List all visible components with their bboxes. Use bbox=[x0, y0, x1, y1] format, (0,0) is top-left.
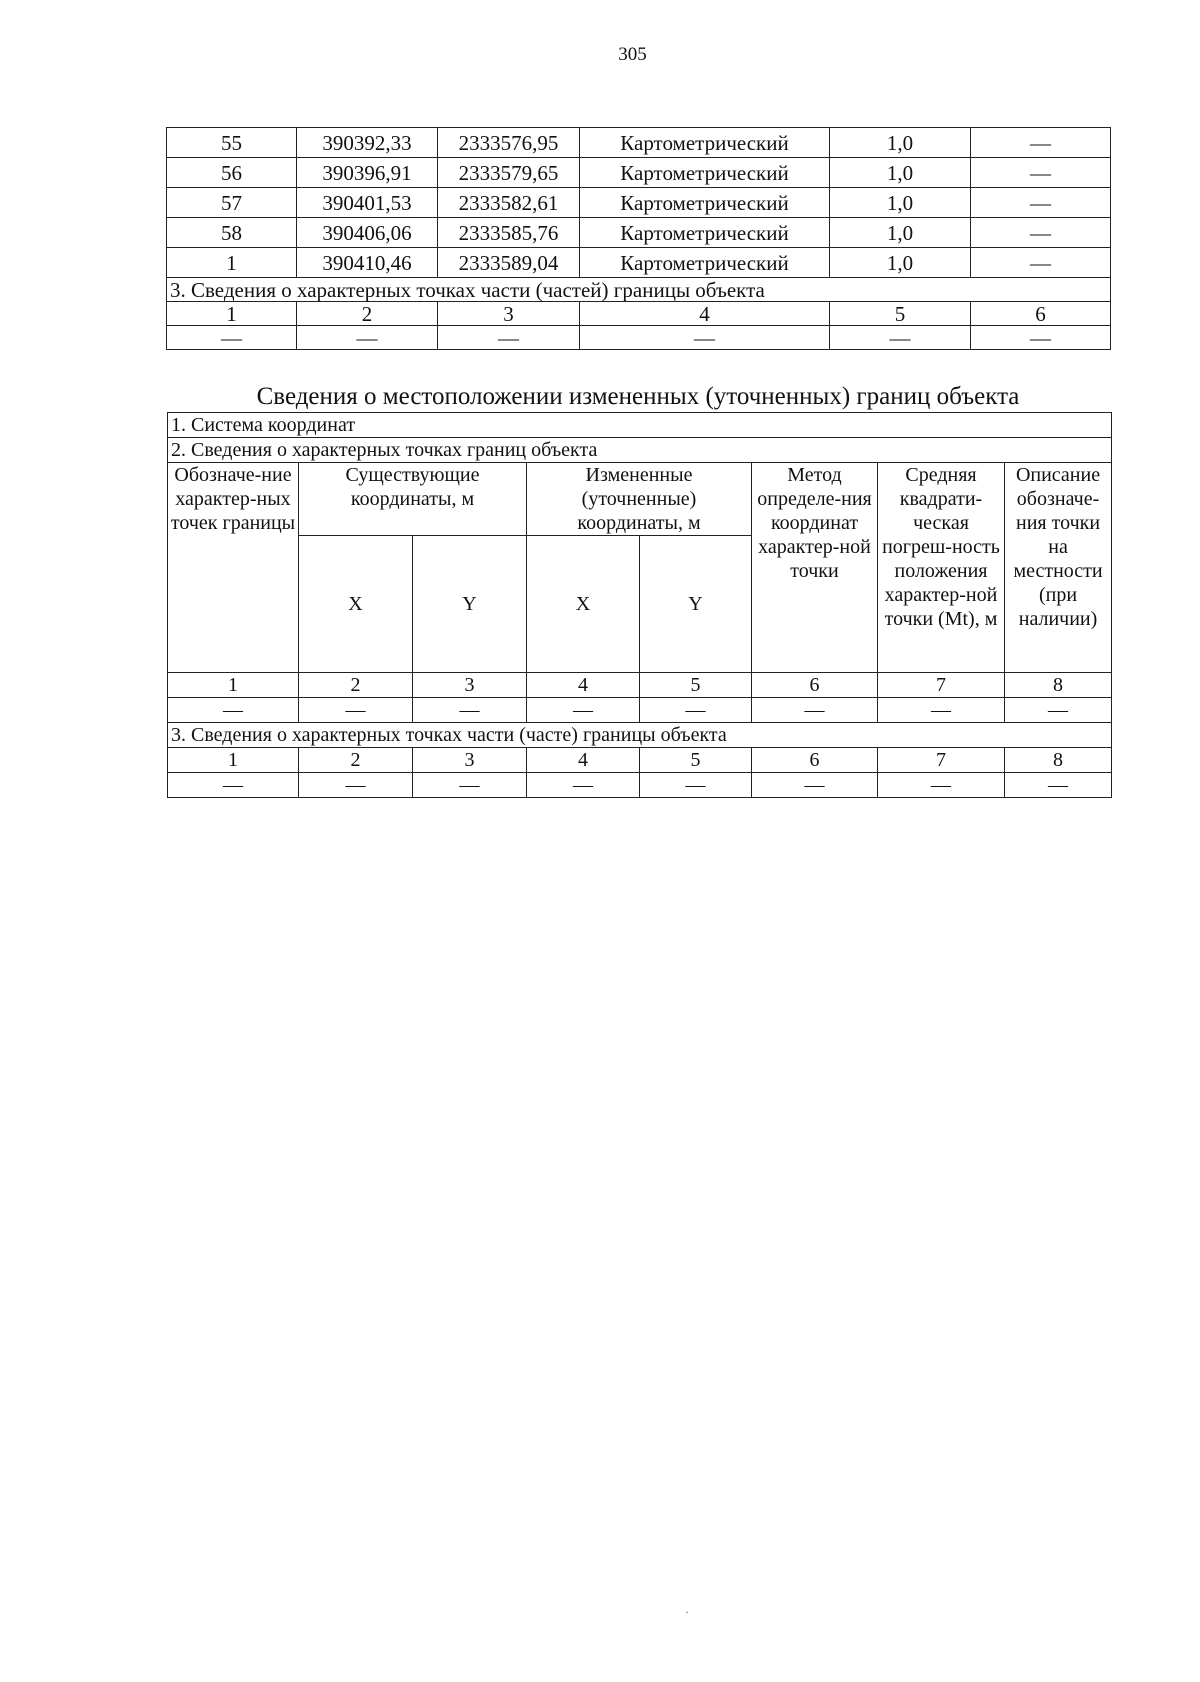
col-number: 5 bbox=[640, 748, 752, 773]
header-y-changed: Y bbox=[640, 536, 752, 673]
dash-row bbox=[167, 326, 1111, 350]
col-number: 2 bbox=[299, 673, 413, 698]
coord-x: 390410,46 bbox=[297, 248, 438, 278]
description: — bbox=[971, 188, 1111, 218]
dash-cell: — bbox=[878, 698, 1005, 723]
point-number: 55 bbox=[167, 128, 297, 158]
col-number: 2 bbox=[299, 748, 413, 773]
dash-cell: — bbox=[971, 326, 1111, 350]
dash-row bbox=[168, 698, 1112, 723]
point-number: 57 bbox=[167, 188, 297, 218]
coord-x: 390401,53 bbox=[297, 188, 438, 218]
accuracy: 1,0 bbox=[830, 218, 971, 248]
coord-x: 390406,06 bbox=[297, 218, 438, 248]
coord-y: 2333582,61 bbox=[438, 188, 580, 218]
dash-cell: — bbox=[297, 326, 438, 350]
col-number: 3 bbox=[413, 748, 527, 773]
col-number: 4 bbox=[527, 748, 640, 773]
part-section-row bbox=[168, 723, 1112, 748]
table-row bbox=[167, 188, 1111, 218]
col-number: 1 bbox=[167, 302, 297, 326]
dash-row-2 bbox=[168, 773, 1112, 798]
accuracy: 1,0 bbox=[830, 188, 971, 218]
col-number: 4 bbox=[580, 302, 830, 326]
header-existing-coords: Существующие координаты, м bbox=[299, 463, 527, 536]
accuracy: 1,0 bbox=[830, 128, 971, 158]
header-method: Метод определе-ния координат характер-ной точки bbox=[752, 463, 878, 673]
dash-cell: — bbox=[299, 698, 413, 723]
changed-boundaries-table bbox=[167, 412, 1112, 798]
col-number: 7 bbox=[878, 748, 1005, 773]
dash-cell: — bbox=[580, 326, 830, 350]
points-section-label: 2. Сведения о характерных точках границ объекта bbox=[168, 438, 1112, 463]
method: Картометрический bbox=[580, 158, 830, 188]
dash-cell: — bbox=[438, 326, 580, 350]
header-row bbox=[168, 463, 1112, 536]
col-number: 5 bbox=[830, 302, 971, 326]
dash-cell: — bbox=[527, 698, 640, 723]
accuracy: 1,0 bbox=[830, 158, 971, 188]
dash-cell: — bbox=[878, 773, 1005, 798]
col-number: 4 bbox=[527, 673, 640, 698]
points-section-row bbox=[168, 438, 1112, 463]
col-number: 7 bbox=[878, 673, 1005, 698]
coord-x: 390396,91 bbox=[297, 158, 438, 188]
col-number: 2 bbox=[297, 302, 438, 326]
col-number: 1 bbox=[168, 748, 299, 773]
header-x-changed: X bbox=[527, 536, 640, 673]
column-numbers-row bbox=[167, 302, 1111, 326]
col-number: 5 bbox=[640, 673, 752, 698]
page-number: 305 bbox=[618, 44, 647, 65]
dash-cell: — bbox=[752, 773, 878, 798]
method: Картометрический bbox=[580, 128, 830, 158]
table-row bbox=[167, 218, 1111, 248]
col-number: 3 bbox=[413, 673, 527, 698]
header-x-existing: X bbox=[299, 536, 413, 673]
dash-cell: — bbox=[640, 698, 752, 723]
col-number: 6 bbox=[752, 673, 878, 698]
header-designation: Обозначе-ние характер-ных точек границы bbox=[168, 463, 299, 673]
point-number: 1 bbox=[167, 248, 297, 278]
dash-cell: — bbox=[752, 698, 878, 723]
col-number: 1 bbox=[168, 673, 299, 698]
section-3-title: 3. Сведения о характерных точках части (частей) границы объекта bbox=[167, 278, 1111, 302]
coordinates-table-continued bbox=[166, 127, 1111, 350]
coord-y: 2333585,76 bbox=[438, 218, 580, 248]
coordinate-system-row bbox=[168, 413, 1112, 438]
header-accuracy: Средняя квадрати-ческая погреш-ность положения характер-ной точки (Mt), м bbox=[878, 463, 1005, 673]
dash-cell: — bbox=[413, 698, 527, 723]
dash-cell: — bbox=[830, 326, 971, 350]
col-number: 8 bbox=[1005, 673, 1112, 698]
column-numbers-row-2 bbox=[168, 748, 1112, 773]
description: — bbox=[971, 218, 1111, 248]
coord-y: 2333579,65 bbox=[438, 158, 580, 188]
col-number: 3 bbox=[438, 302, 580, 326]
col-number: 6 bbox=[752, 748, 878, 773]
header-description: Описание обозначе-ния точки на местности (при наличии) bbox=[1005, 463, 1112, 673]
accuracy: 1,0 bbox=[830, 248, 971, 278]
dash-cell: — bbox=[527, 773, 640, 798]
dash-cell: — bbox=[299, 773, 413, 798]
coordinate-system-label: 1. Система координат bbox=[168, 413, 1112, 438]
description: — bbox=[971, 158, 1111, 188]
column-numbers-row bbox=[168, 673, 1112, 698]
point-number: 56 bbox=[167, 158, 297, 188]
section-row bbox=[167, 278, 1111, 302]
section-title: Сведения о местоположении измененных (уточненных) границ объекта bbox=[256, 383, 1020, 410]
dash-cell: — bbox=[640, 773, 752, 798]
method: Картометрический bbox=[580, 188, 830, 218]
coord-y: 2333589,04 bbox=[438, 248, 580, 278]
dash-cell: — bbox=[167, 326, 297, 350]
table-row bbox=[167, 248, 1111, 278]
point-number: 58 bbox=[167, 218, 297, 248]
col-number: 8 bbox=[1005, 748, 1112, 773]
description: — bbox=[971, 128, 1111, 158]
dash-cell: — bbox=[168, 773, 299, 798]
dash-cell: — bbox=[1005, 773, 1112, 798]
dash-cell: — bbox=[1005, 698, 1112, 723]
table-row bbox=[167, 128, 1111, 158]
scan-speck: · bbox=[685, 1605, 689, 1619]
coord-x: 390392,33 bbox=[297, 128, 438, 158]
method: Картометрический bbox=[580, 218, 830, 248]
dash-cell: — bbox=[413, 773, 527, 798]
header-changed-coords: Измененные (уточненные) координаты, м bbox=[527, 463, 752, 536]
description: — bbox=[971, 248, 1111, 278]
table-row bbox=[167, 158, 1111, 188]
col-number: 6 bbox=[971, 302, 1111, 326]
header-y-existing: Y bbox=[413, 536, 527, 673]
part-section-label: 3. Сведения о характерных точках части (часте) границы объекта bbox=[168, 723, 1112, 748]
coord-y: 2333576,95 bbox=[438, 128, 580, 158]
dash-cell: — bbox=[168, 698, 299, 723]
method: Картометрический bbox=[580, 248, 830, 278]
